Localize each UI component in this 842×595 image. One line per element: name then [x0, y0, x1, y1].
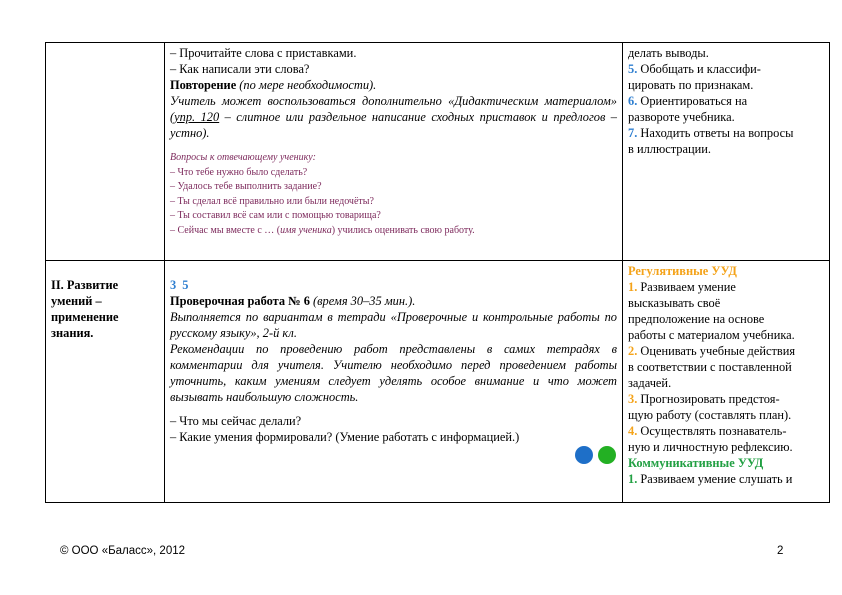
exercise-link[interactable]: упр. 120: [174, 110, 220, 124]
stage-cell: [46, 43, 165, 261]
stage-title: применение: [51, 310, 119, 324]
page-number: 2: [777, 545, 784, 557]
skill-text: развороте учебника.: [628, 110, 735, 124]
skill-text: работы с материалом учебника.: [628, 328, 795, 342]
teacher-note-text: – слитное или раздельное написание сходных приставок и предлогов – устно).: [170, 110, 617, 140]
question-item: – Ты сделал всё правильно или были недочёты?: [170, 195, 374, 207]
skill-item: [628, 61, 824, 77]
question-item: – Что мы сейчас делали?: [170, 414, 302, 428]
skills-cell: [623, 43, 830, 261]
skill-text: делать выводы.: [628, 46, 709, 60]
content-cell: [165, 43, 623, 261]
page-references: [170, 277, 617, 293]
teacher-note-text: Учитель может воспользоваться дополнительно «Дидактическим материалом» (: [170, 94, 617, 124]
test-time: (время 30–35 мин.).: [309, 294, 416, 308]
regulatory-heading: Регулятивные УУД: [628, 264, 737, 278]
footer-copyright: © ООО «Баласс», 2012: [60, 545, 186, 557]
test-description: Выполняется по вариантам в тетради «Проверочные и контрольные работы по русскому языку», 2-й кл.: [170, 310, 617, 340]
content-cell: [165, 261, 623, 503]
stage-title: знания.: [51, 326, 94, 340]
skill-item: [628, 279, 824, 295]
repeat-heading: [170, 77, 617, 93]
skill-text: предположение на основе: [628, 312, 765, 326]
skill-item: [628, 391, 824, 407]
skill-text: Оценивать учебные действия: [637, 344, 796, 358]
stage-title: II. Развитие: [51, 278, 119, 292]
skill-number: 7.: [628, 126, 638, 140]
question-item: [170, 224, 617, 239]
skill-item: [628, 93, 824, 109]
test-title: Проверочная работа № 6: [170, 294, 310, 308]
skill-text: Ориентироваться на: [637, 94, 748, 108]
stage-title: умений –: [51, 294, 102, 308]
stage-cell: [46, 261, 165, 503]
skill-number: 6.: [628, 94, 638, 108]
skill-number: 3.: [628, 392, 638, 406]
skill-text: Прогнозировать предстоя-: [637, 392, 780, 406]
lesson-table: [45, 42, 830, 503]
question-item: – Что тебе нужно было сделать?: [170, 166, 308, 178]
question-item: – Удалось тебе выполнить задание?: [170, 181, 322, 193]
skill-text: Развиваем умение слушать и: [637, 472, 793, 486]
student-questions: [170, 151, 617, 239]
green-circle-icon: [598, 446, 616, 464]
skill-item: [628, 423, 824, 439]
repeat-label: Повторение: [170, 78, 237, 92]
question-text: – Сейчас мы вместе с … (: [170, 224, 281, 236]
skill-text: ную и личностную рефлексию.: [628, 440, 793, 454]
page-ref: 5: [182, 278, 189, 292]
skill-number: 5.: [628, 62, 638, 76]
question-item: – Ты составил всё сам или с помощью товарища?: [170, 210, 381, 222]
skill-text: в соответствии с поставленной: [628, 360, 792, 374]
repeat-note: (по мере необходимости).: [236, 78, 377, 92]
page-ref: 3: [170, 278, 177, 292]
table-row: [46, 261, 830, 503]
skill-item: [628, 125, 824, 141]
skills-cell: [623, 261, 830, 503]
questions-heading: Вопросы к отвечающему ученику:: [170, 152, 316, 163]
student-name-placeholder: имя ученика: [280, 224, 332, 236]
skill-number: 1.: [628, 472, 638, 486]
skill-text: задачей.: [628, 376, 672, 390]
table-row: [46, 43, 830, 261]
blue-circle-icon: [575, 446, 593, 464]
communicative-heading: Коммуникативные УУД: [628, 456, 764, 470]
skill-number: 4.: [628, 424, 638, 438]
skill-text: щую работу (составлять план).: [628, 408, 792, 422]
skill-item: [628, 343, 824, 359]
teacher-note: [170, 93, 617, 141]
skill-item: [628, 471, 824, 487]
skill-text: Обобщать и классифи-: [637, 62, 761, 76]
skill-number: 1.: [628, 280, 638, 294]
skill-text: Находить ответы на вопросы: [637, 126, 794, 140]
instruction-text: – Прочитайте слова с приставками.: [170, 46, 357, 60]
skill-text: высказывать своё: [628, 296, 721, 310]
instruction-text: – Как написали эти слова?: [170, 62, 310, 76]
test-recommendations: Рекомендации по проведению работ представлены в самих тетрадях в комментарии для учителя. Учителю необходимо перед проведением работы уточнить, каким умениям следует уделять особое внимание и что может вызывать наибольшую сложность.: [170, 342, 617, 404]
question-item: – Какие умения формировали? (Умение работать с информацией.): [170, 430, 520, 444]
skill-text: цировать по признакам.: [628, 78, 754, 92]
skill-number: 2.: [628, 344, 638, 358]
skill-text: Развиваем умение: [637, 280, 736, 294]
question-text: ) учились оценивать свою работу.: [331, 224, 475, 236]
skill-text: в иллюстрации.: [628, 142, 711, 156]
test-heading: [170, 293, 617, 309]
skill-text: Осуществлять познаватель-: [637, 424, 787, 438]
